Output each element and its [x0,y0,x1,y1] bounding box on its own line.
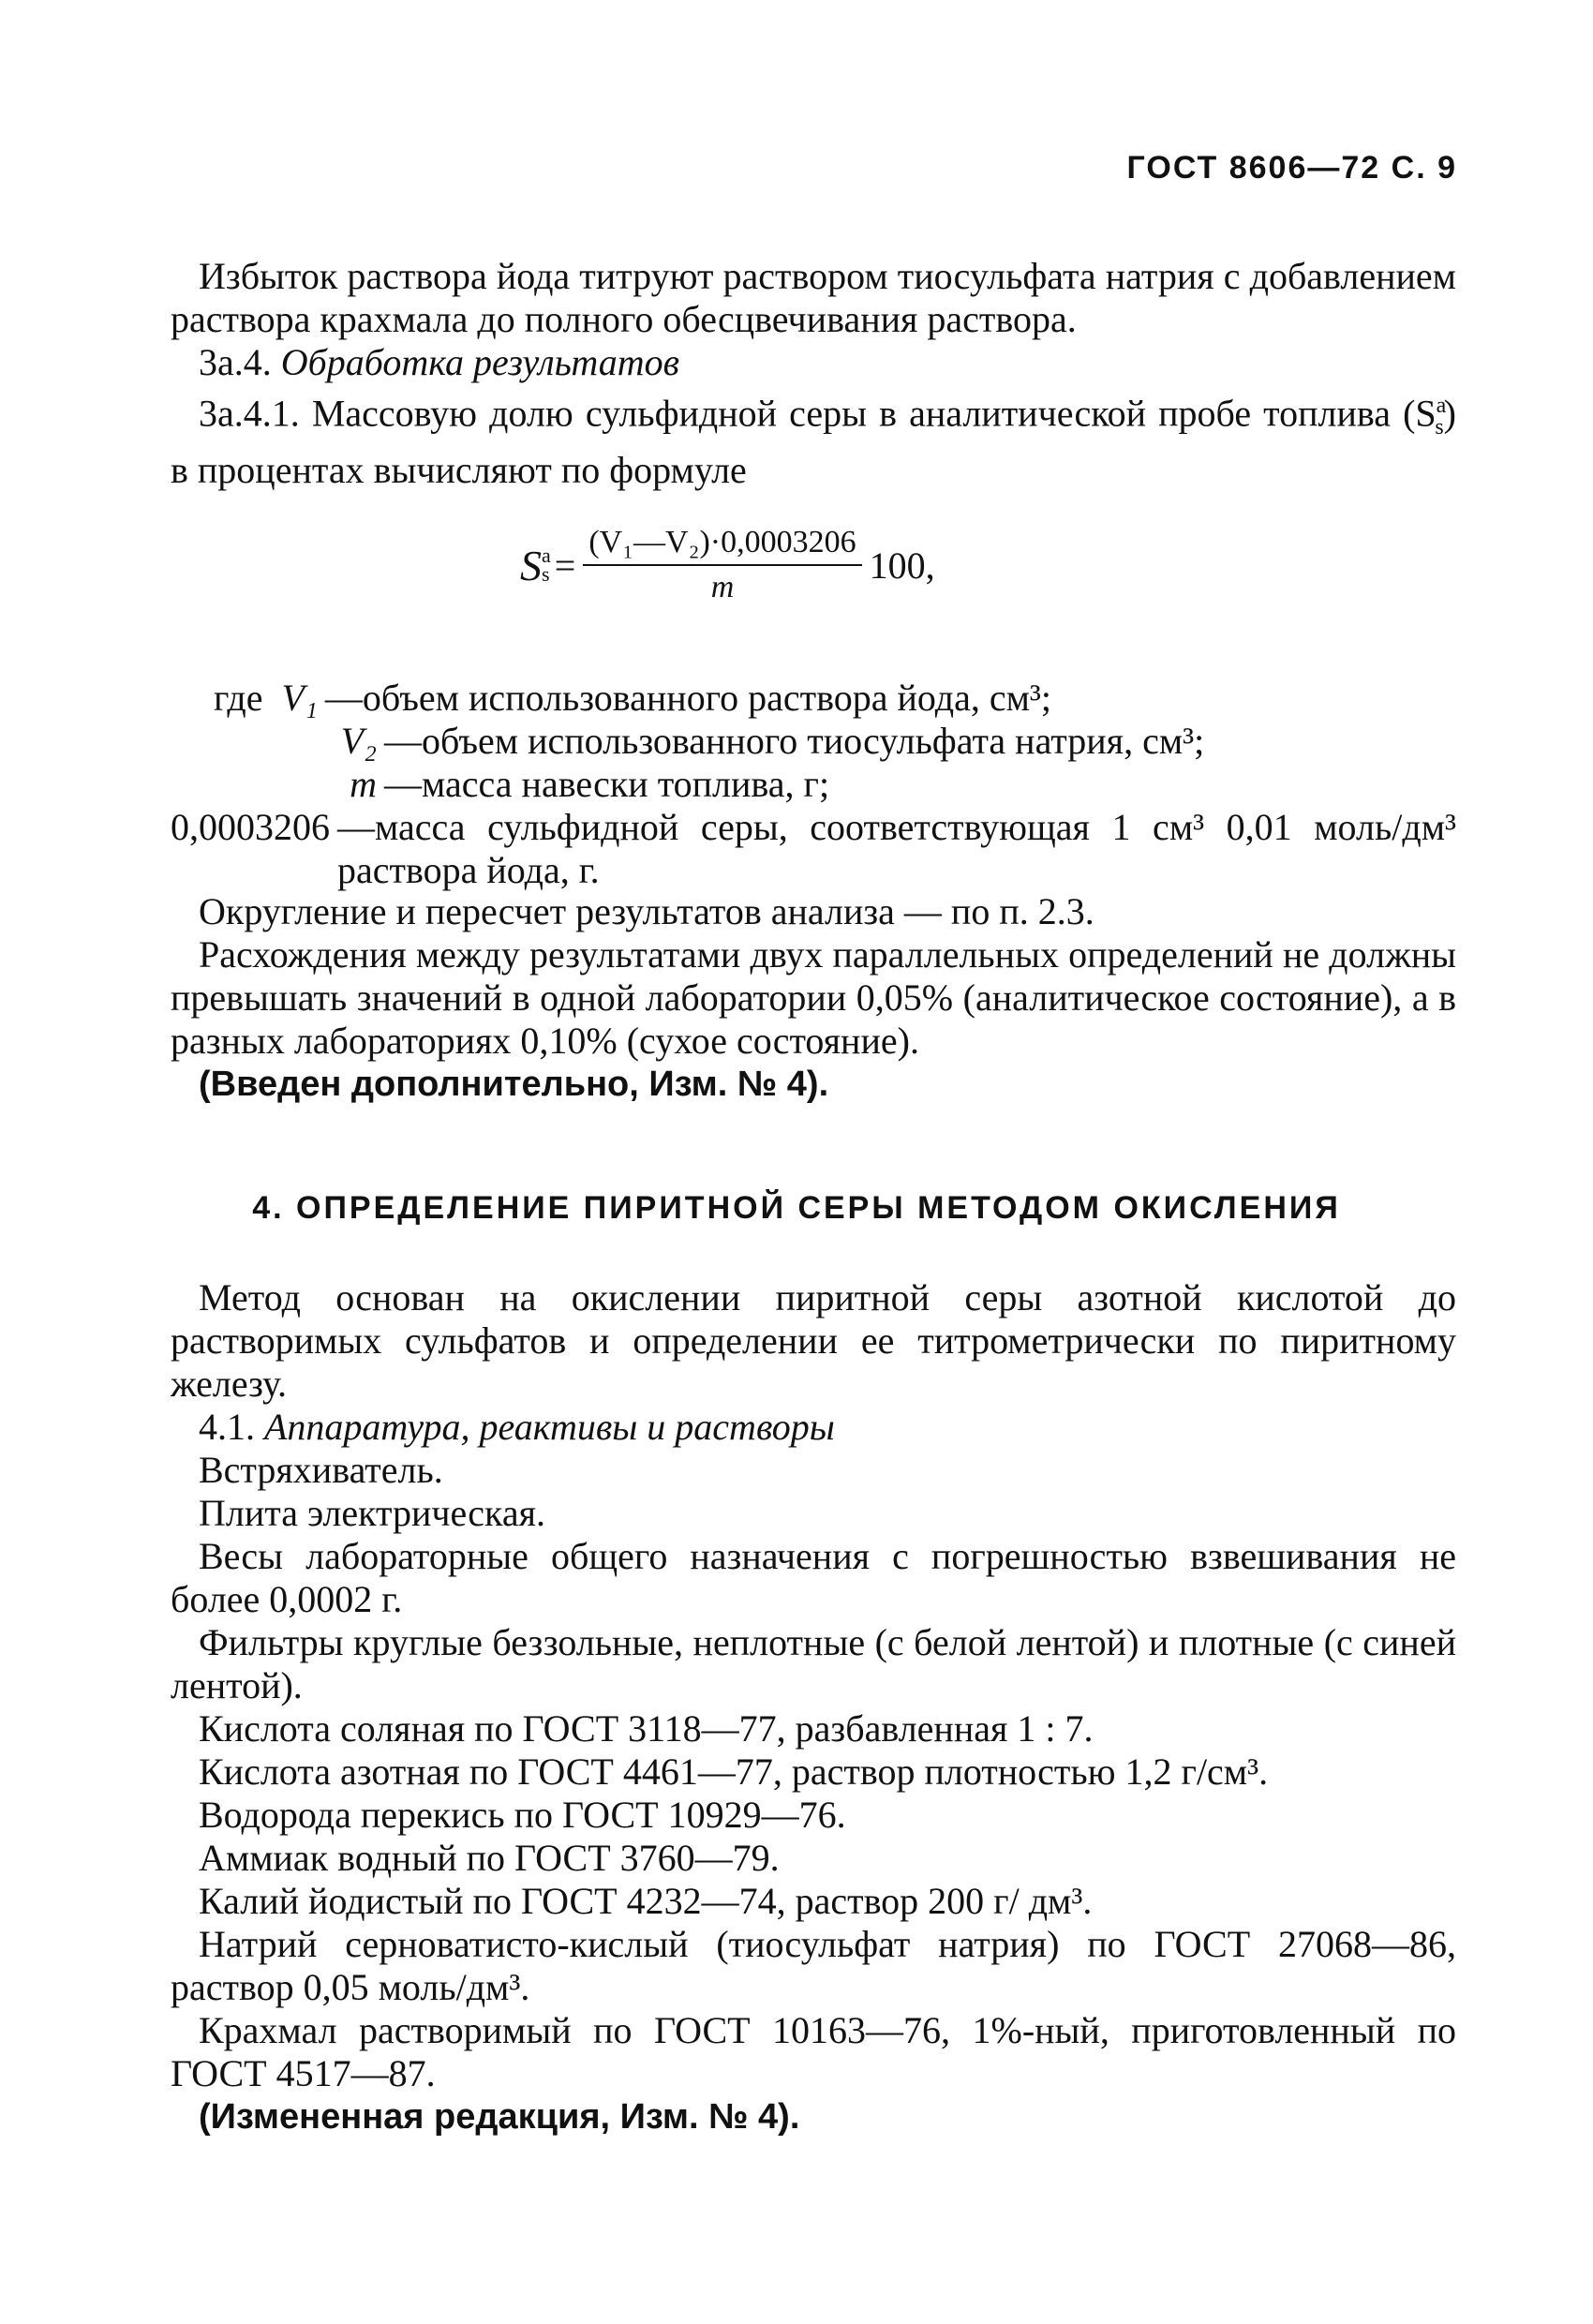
formula-lhs-indices [542,546,551,584]
amendment-note: (Введен дополнительно, Изм. № 4). [199,1065,829,1104]
legend-definition: —масса сульфидной серы, соответствующая 1 см³ 0,01 моль/дм³ раствора йода, г. [337,806,1456,891]
legend-definition: —масса навески топлива, г; [384,763,830,805]
legend-term: 0,0003206 [171,806,330,848]
paragraph-3a41-tail: ) в процентах вычисляют по формуле [171,392,1456,492]
list-item: Натрий серноватисто-кислый (тиосульфат натрия) по ГОСТ 27068—86, раствор 0,05 моль/дм³. [171,1923,1456,2008]
subsection-number: 3а.4. [199,341,272,383]
list-item: Аммиак водный по ГОСТ 3760—79. [199,1837,780,1879]
formula-legend [171,677,1456,892]
list-item: Встряхиватель. [199,1449,443,1491]
formula-fraction [583,525,861,605]
paragraph-method: Метод основан на окислении пиритной серы азотной кислотой до растворимых сульфатов и определении ее титрометрически по пиритному железу. [171,1276,1456,1405]
section-4-title: 4. ОПРЕДЕЛЕНИЕ ПИРИТНОЙ СЕРЫ МЕТОДОМ ОКИСЛЕНИЯ [252,1190,1341,1226]
list-item: Кислота азотная по ГОСТ 4461—77, раствор плотностью 1,2 г/см³. [199,1750,1269,1793]
legend-definition: —объем использованного раствора йода, см³; [324,677,1052,719]
subsection-title: Обработка результатов [280,341,679,383]
list-item: Плита электрическая. [199,1492,546,1534]
symbol-subscript: s [1435,415,1444,440]
legend-row [171,806,1456,892]
subsection-title: Аппаратура, реактивы и растворы [264,1406,835,1448]
formula-lhs-sub: s [542,562,550,586]
formula-sulfide-sulfur [520,525,935,605]
formula-factor: 100, [869,544,935,587]
text-block-results [171,890,1456,1106]
text-block-top [171,255,1456,492]
formula-equals: = [554,544,576,587]
legend-row [171,720,1456,763]
list-item: Крахмал растворимый по ГОСТ 10163—76, 1%-ный, приготовленный по ГОСТ 4517—87. [171,2009,1456,2094]
subsection-number: 4.1. [199,1406,255,1448]
paragraph-rounding: Округление и пересчет результатов анализа — по п. 2.3. [199,890,1094,932]
formula-denominator: m [710,570,735,604]
text-block-section4 [171,1276,1456,2138]
legend-row [171,763,1456,806]
paragraph-3a41-text: 3а.4.1. Массовую долю сульфидной серы в аналитической пробе топлива (S [199,392,1437,435]
formula-lhs-sup: a [542,544,551,567]
subsection-heading-3a4 [171,341,1456,384]
formula-lhs: S [520,541,542,589]
symbol-superscript: a [1436,394,1447,418]
list-item: Кислота соляная по ГОСТ 3118—77, разбавленная 1 : 7. [199,1707,1094,1750]
paragraph-excess-iodine: Избыток раствора йода титруют раствором тиосульфата натрия с добавлением раствора крахмала до полного обесцвечивания раствора. [171,255,1456,340]
legend-intro: где [214,677,263,719]
list-item: Калий йодистый по ГОСТ 4232—74, раствор 200 г/ дм³. [199,1880,1093,1922]
legend-definition: —объем использованного тиосульфата натрия, см³; [384,720,1205,762]
paragraph-discrepancy: Расхождения между результатами двух параллельных определений не должны превышать значений в одной лаборатории 0,05% (аналитическое состояние), а в разных лабораториях 0,10% (сухое состояние). [171,933,1456,1062]
subsection-heading-41 [171,1406,1456,1449]
list-item: Фильтры круглые беззольные, неплотные (с белой лентой) и плотные (с синей лентой). [171,1621,1456,1706]
legend-term: V₁ [281,677,318,719]
legend-term: V₂ [340,720,377,762]
page-header: ГОСТ 8606—72 С. 9 [1126,150,1457,186]
legend-term: m [350,763,377,805]
amendment-note: (Измененная редакция, Изм. № 4). [199,2097,800,2137]
formula-numerator: (V₁—V₂)·0,0003206 [583,525,861,566]
list-item: Водорода перекись по ГОСТ 10929—76. [199,1794,846,1836]
legend-row [171,677,1456,720]
paragraph-3a41 [171,384,1456,492]
list-item: Весы лабораторные общего назначения с погрешностью взвешивания не более 0,0002 г. [171,1535,1456,1620]
